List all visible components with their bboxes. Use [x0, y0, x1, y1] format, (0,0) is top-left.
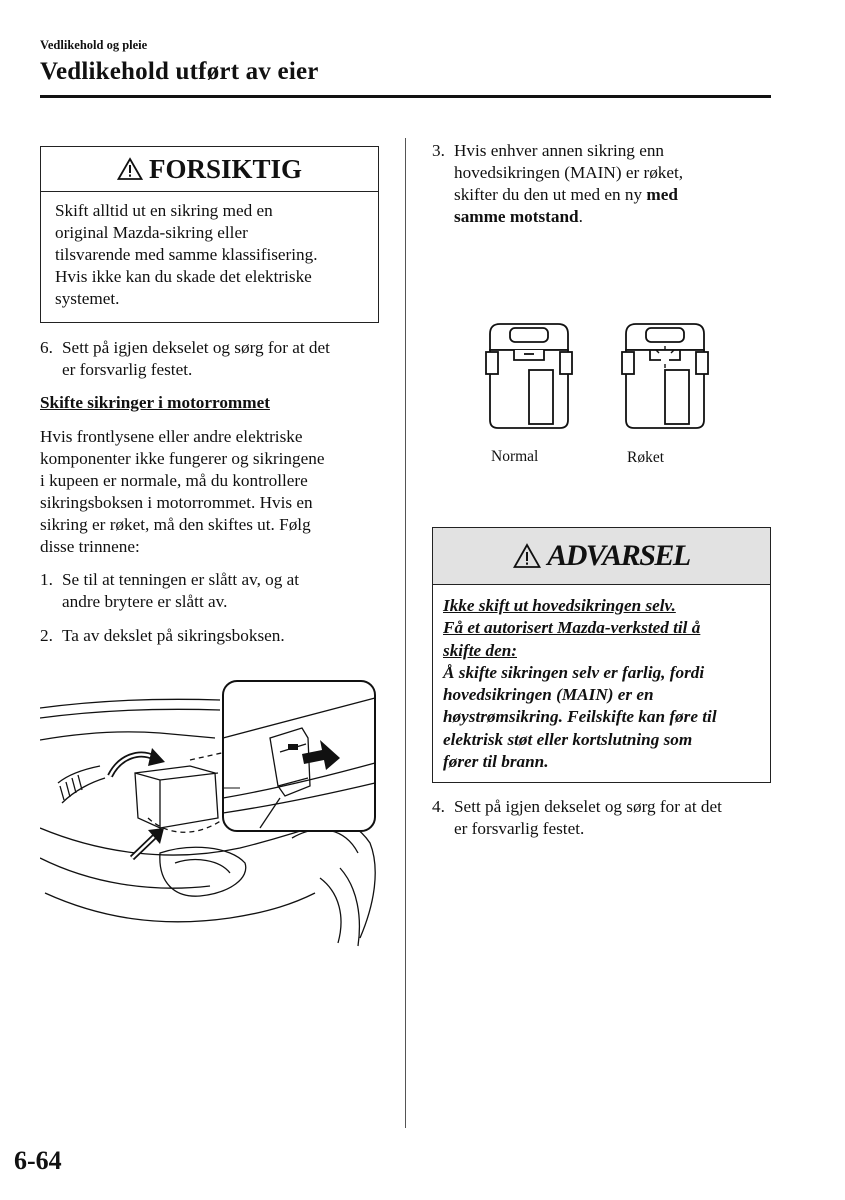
warning-box	[432, 527, 771, 783]
warning-line: høystrømsikring. Feilskifte kan føre til	[443, 707, 717, 727]
intro-line: disse trinnene:	[40, 537, 140, 556]
step-line: er forsvarlig festet.	[62, 360, 193, 379]
step-line	[454, 206, 683, 228]
step-number: 6.	[40, 338, 53, 357]
caution-line: Skift alltid ut en sikring med en	[55, 201, 273, 220]
caution-heading: FORSIKTIG	[148, 153, 303, 184]
intro-line: sikring er røket, må den skiftes ut. Følg	[40, 515, 311, 534]
fuse-normal-label: Normal	[491, 448, 539, 465]
column-divider	[405, 138, 406, 1128]
warning-triangle-icon	[513, 543, 541, 569]
intro-line: sikringsboksen i motorrommet. Hvis en	[40, 493, 313, 512]
fuse-blown-illustration	[620, 320, 710, 432]
title-rule	[40, 95, 771, 98]
warning-body	[433, 585, 770, 773]
warning-line: Å skifte sikringen selv er farlig, fordi	[443, 662, 705, 682]
step-2	[40, 625, 390, 647]
caution-header	[41, 147, 378, 192]
warning-underlined-line: skifte den:	[443, 640, 517, 660]
step-line: Ta av dekslet på sikringsboksen.	[62, 626, 285, 645]
step-line: hovedsikringen (MAIN) er røket,	[454, 163, 684, 182]
step-number: 1.	[40, 570, 53, 589]
engine-section-heading: Skifte sikringer i motorrommet	[40, 393, 270, 412]
page-number: 6-64	[14, 1146, 62, 1175]
step-line: Se til at tenningen er slått av, og at	[62, 570, 300, 589]
warning-line: elektrisk støt eller kortslutning som	[443, 729, 693, 749]
caution-line: systemet.	[55, 289, 120, 308]
section-kicker: Vedlikehold og pleie	[40, 38, 148, 52]
warning-header	[433, 528, 770, 585]
caution-body	[41, 192, 378, 310]
step-line: andre brytere er slått av.	[62, 592, 228, 611]
step-number: 3.	[432, 141, 445, 160]
engine-bay-illustration	[40, 678, 385, 948]
page-title: Vedlikehold utført av eier	[40, 58, 319, 85]
warning-underlined-line: Ikke skift ut hovedsikringen selv.	[443, 596, 676, 615]
step-number: 2.	[40, 626, 53, 645]
step-line: er forsvarlig festet.	[454, 819, 585, 838]
step-line	[454, 184, 683, 206]
step-line-text: .	[578, 207, 583, 226]
warning-underlined-line: Få et autorisert Mazda-verksted til å	[443, 618, 701, 638]
warning-heading: ADVARSEL	[547, 539, 690, 572]
step-number: 4.	[432, 797, 445, 816]
step-4	[432, 796, 777, 840]
step-line: Sett på igjen dekselet og sørg for at det	[62, 338, 330, 357]
emphasis-text: med	[646, 185, 678, 204]
emphasis-text: samme motstand	[454, 207, 579, 226]
intro-line: komponenter ikke fungerer og sikringene	[40, 449, 325, 468]
fuse-normal-illustration	[484, 320, 574, 432]
step-line: Hvis enhver annen sikring enn	[454, 141, 665, 160]
step-6	[40, 337, 390, 381]
caution-line: tilsvarende med samme klassifisering.	[55, 245, 318, 264]
intro-line: i kupeen er normale, må du kontrollere	[40, 471, 308, 490]
step-line-text: skifter du den ut med en ny	[454, 185, 647, 204]
caution-line: Hvis ikke kan du skade det elektriske	[55, 267, 312, 286]
warning-line: hovedsikringen (MAIN) er en	[443, 685, 654, 705]
step-line: Sett på igjen dekselet og sørg for at det	[454, 797, 722, 816]
intro-line: Hvis frontlysene eller andre elektriske	[40, 427, 303, 446]
warning-line: fører til brann.	[443, 752, 549, 772]
engine-section-intro	[40, 426, 390, 558]
step-3	[432, 140, 777, 228]
caution-line: original Mazda-sikring eller	[55, 223, 248, 242]
step-1	[40, 569, 390, 613]
warning-triangle-icon	[117, 157, 143, 181]
fuse-blown-label: Røket	[627, 449, 665, 466]
caution-box	[40, 146, 379, 323]
